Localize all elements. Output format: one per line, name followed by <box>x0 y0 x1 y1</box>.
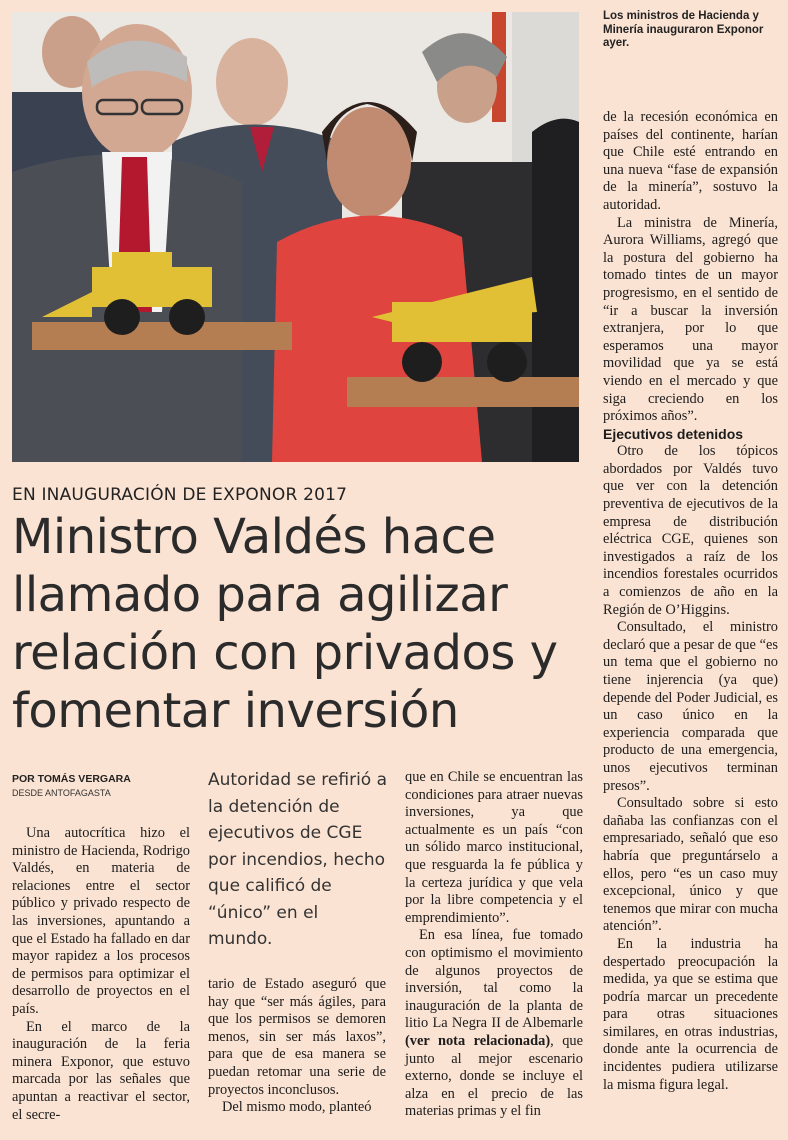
related-note-link[interactable]: (ver nota relacionada) <box>405 1032 551 1049</box>
paragraph: Una autocrítica hizo el ministro de Hacienda, Rodrigo Valdés, en materia de relaciones entre el sector público y privado respecto de las inversiones, apuntando a que el Estado ha fallado en dar mayor rapidez a los procesos de permisos para optimizar el desarrollo de proyectos en el país. <box>12 825 190 1017</box>
article-column-4 <box>603 109 778 1094</box>
article-column-1 <box>12 825 190 1124</box>
pullquote: Autoridad se refirió a la detención de ejecutivos de CGE por incendios, hecho que calificó de “único” en el mundo. <box>208 770 388 949</box>
paragraph: tario de Estado aseguró que hay que “ser más ágiles, para que los permisos se demoren menos, sin ser más laxos”, para que de esa manera se puedan retomar una serie de proyectos inconclusos. <box>208 976 386 1098</box>
headline: Ministro Valdés hace llamado para agilizar relación con privados y fomentar inversión <box>12 509 558 739</box>
paragraph: En la industria ha despertado preocupación la medida, ya que se estima que podría marcar un precedente para otras situaciones similares, en otras industrias, donde ante la ocurrencia de incidentes pudiera utilizarse la misma figura legal. <box>603 935 778 1093</box>
paragraph: Consultado, el ministro declaró que a pesar de que “es un tema que el gobierno no tiene injerencia (ya que) depende del Poder Judicial, es un caso único en la experiencia comparada que producto de una emergencia, unos ejecutivos terminan presos”. <box>603 619 778 794</box>
paragraph: Otro de los tópicos abordados por Valdés tuvo que ver con la detención preventiva de ejecutivos de la empresa de distribución eléctrica CGE, quienes son investigados a raíz de los incendios forestales ocurridos a comienzos de año en la Región de O’Higgins. <box>603 443 778 618</box>
photo-caption: Los ministros de Hacienda y Minería inauguraron Exponor ayer. <box>603 10 764 49</box>
article-column-2 <box>208 976 386 1117</box>
news-photo <box>12 12 579 462</box>
article-column-3 <box>405 769 583 1121</box>
paragraph: En el marco de la inauguración de la feria minera Exponor, que estuvo marcada por las señales que apuntan a reactivar el sector, el secre- <box>12 1018 190 1123</box>
kicker: EN INAUGURACIÓN DE EXPONOR 2017 <box>12 485 348 505</box>
section-subhead: Ejecutivos detenidos <box>603 425 744 442</box>
paragraph-text: , que junto al mejor escenario externo, donde se incluye el alza en el precio de las materias primas y el fin <box>405 1032 583 1120</box>
dateline: DESDE ANTOFAGASTA <box>12 788 111 798</box>
ministers-photo-illustration <box>12 12 579 462</box>
byline: POR TOMÁS VERGARA <box>12 773 131 785</box>
paragraph-text: En esa línea, fue tomado con optimismo el movimiento de algunos proyectos de inversión, tal como la inauguración de la planta de litio La Negra II de Albemarle <box>405 927 583 1032</box>
paragraph: que en Chile se encuentran las condiciones para atraer nuevas inversiones, ya que actualmente es un país “con un sólido marco institucional, que resguarda la fe pública y la certeza jurídica y que vela por la libre competencia y el emprendimiento”. <box>405 769 583 926</box>
paragraph: Del mismo modo, planteó <box>222 1099 372 1116</box>
paragraph <box>405 927 583 1121</box>
paragraph: La ministra de Minería, Aurora Williams, agregó que la postura del gobierno ha tomado tintes de un mayor progresismo, en el sentido de “ir a buscar la inversión extranjera, por lo que esperamos una mayor movilidad que ya se está viendo en el mercado y que siga creciendo en los próximos años”. <box>603 214 778 425</box>
paragraph: de la recesión económica en países del continente, harían que Chile esté entrando en una nueva “fase de expansión de la minería”, sostuvo la autoridad. <box>603 109 778 213</box>
paragraph: Consultado sobre si esto dañaba las confianzas con el empresariado, señaló que eso habría que preguntárselo a ellos, pero “es un caso muy excepcional, único y que tenemos que mirar con mucha atención”. <box>603 795 778 935</box>
